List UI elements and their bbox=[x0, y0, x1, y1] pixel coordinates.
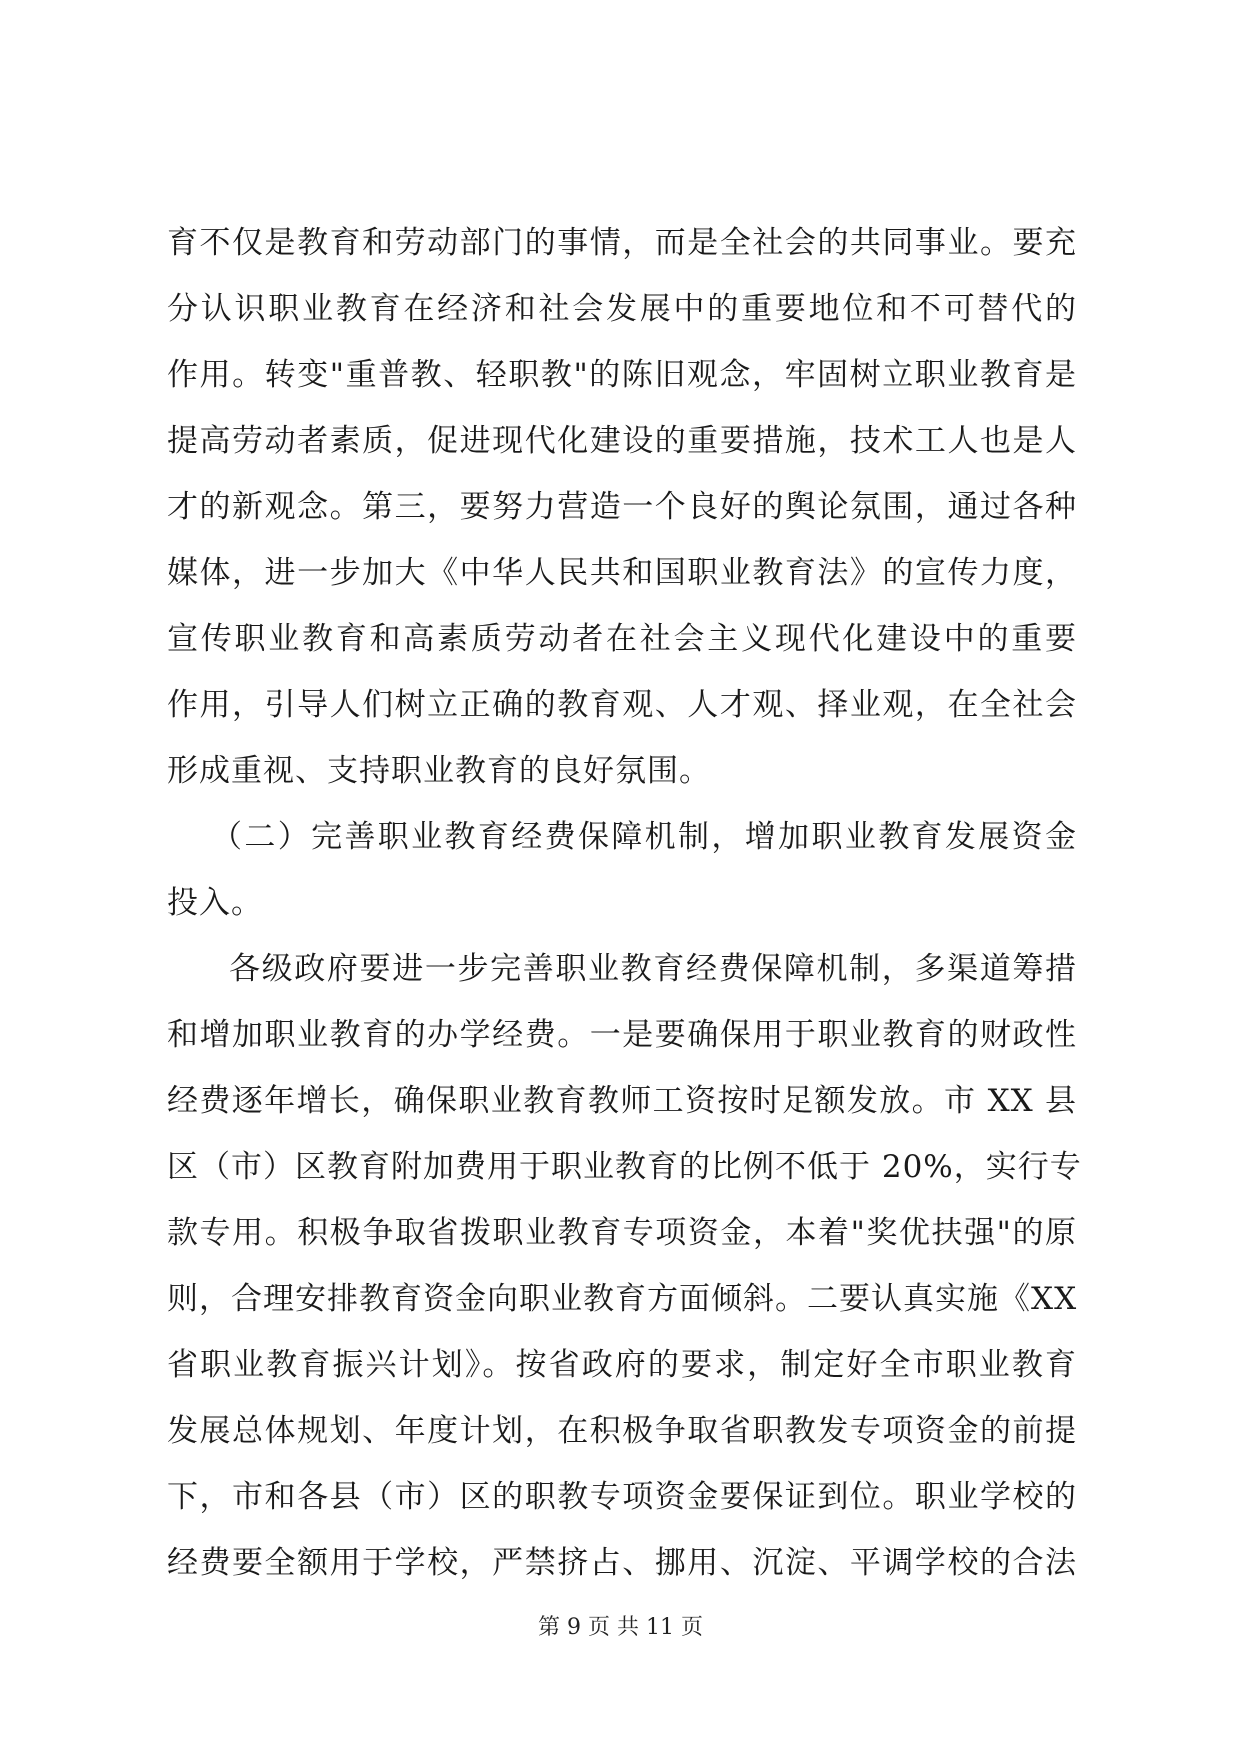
paragraph-2 bbox=[167, 936, 1082, 1596]
text-line: 经费逐年增长，确保职业教育教师工资按时足额发放。市 XX 县 bbox=[167, 1083, 1077, 1119]
body-text bbox=[167, 210, 1082, 1596]
text-line: 育不仅是教育和劳动部门的事情，而是全社会的共同事业。要充 bbox=[167, 225, 1077, 261]
page-number-footer: 第 9 页 共 11 页 bbox=[538, 1615, 703, 1640]
section-heading bbox=[167, 804, 1077, 936]
text-line: 和增加职业教育的办学经费。一是要确保用于职业教育的财政性 bbox=[167, 1017, 1077, 1053]
text-line: 媒体，进一步加大《中华人民共和国职业教育法》的宣传力度， bbox=[167, 555, 1077, 591]
text-line: 下，市和各县（市）区的职教专项资金要保证到位。职业学校的 bbox=[167, 1479, 1077, 1515]
text-line: 各级政府要进一步完善职业教育经费保障机制，多渠道筹措 bbox=[229, 951, 1077, 987]
text-line: 形成重视、支持职业教育的良好氛围。 bbox=[167, 753, 711, 789]
text-line: 才的新观念。第三，要努力营造一个良好的舆论氛围，通过各种 bbox=[167, 489, 1077, 525]
text-line: 则，合理安排教育资金向职业教育方面倾斜。二要认真实施《XX bbox=[167, 1281, 1078, 1317]
heading-line: （二）完善职业教育经费保障机制，增加职业教育发展资金 bbox=[211, 819, 1077, 855]
text-line: 经费要全额用于学校，严禁挤占、挪用、沉淀、平调学校的合法 bbox=[167, 1545, 1077, 1581]
text-line: 款专用。积极争取省拨职业教育专项资金，本着"奖优扶强"的原 bbox=[167, 1215, 1077, 1251]
heading-line: 投入。 bbox=[167, 885, 263, 921]
text-line: 提高劳动者素质，促进现代化建设的重要措施，技术工人也是人 bbox=[167, 423, 1077, 459]
text-line: 区（市）区教育附加费用于职业教育的比例不低于 20%，实行专 bbox=[167, 1149, 1082, 1185]
paragraph-1 bbox=[167, 210, 1077, 804]
text-line: 省职业教育振兴计划》。按省政府的要求，制定好全市职业教育 bbox=[167, 1347, 1077, 1383]
text-line: 作用。转变"重普教、轻职教"的陈旧观念，牢固树立职业教育是 bbox=[167, 357, 1077, 393]
text-line: 作用，引导人们树立正确的教育观、人才观、择业观，在全社会 bbox=[167, 687, 1077, 723]
text-line: 分认识职业教育在经济和社会发展中的重要地位和不可替代的 bbox=[167, 291, 1077, 327]
text-line: 发展总体规划、年度计划，在积极争取省职教发专项资金的前提 bbox=[167, 1413, 1077, 1449]
text-line: 宣传职业教育和高素质劳动者在社会主义现代化建设中的重要 bbox=[167, 621, 1077, 657]
